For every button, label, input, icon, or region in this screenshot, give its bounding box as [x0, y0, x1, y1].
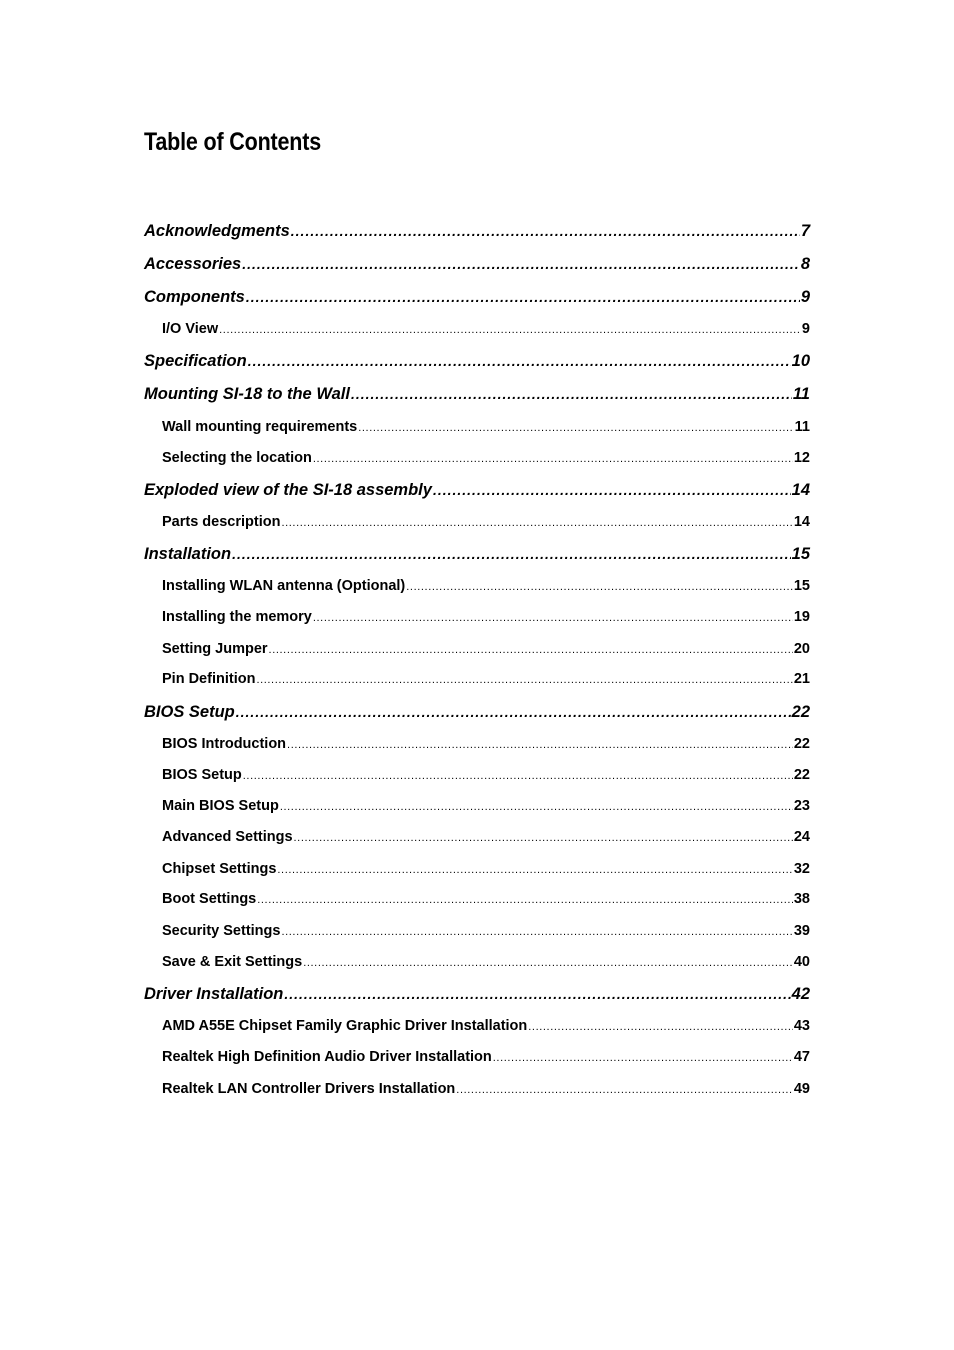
toc-entry-page: 12	[793, 450, 810, 466]
toc-entry-page: 11	[794, 419, 810, 435]
toc-entry-label: BIOS Setup	[144, 703, 235, 721]
toc-entry-label: Components	[144, 288, 245, 306]
dot-leader	[313, 453, 793, 465]
toc-entry-save-exit-settings[interactable]	[162, 954, 810, 970]
toc-entry-label: I/O View	[162, 321, 219, 337]
toc-entry-page: 9	[801, 321, 810, 337]
toc-entry-setting-jumper[interactable]	[162, 641, 810, 657]
toc-entry-label: Realtek LAN Controller Drivers Installation	[162, 1081, 456, 1097]
toc-entry-label: AMD A55E Chipset Family Graphic Driver Installation	[162, 1018, 528, 1034]
dot-leader	[256, 674, 792, 686]
toc-entry-page: 9	[800, 288, 810, 306]
toc-entry-chipset-settings[interactable]	[162, 861, 810, 877]
toc-entry-label: Exploded view of the SI-18 assembly	[144, 481, 432, 499]
dot-leader	[313, 612, 793, 624]
toc-entry-io-view[interactable]	[162, 321, 810, 337]
toc-entry-driver-installation[interactable]	[144, 985, 810, 1004]
toc-entry-selecting-location[interactable]	[162, 450, 810, 466]
dot-leader	[219, 324, 801, 336]
toc-entry-label: Main BIOS Setup	[162, 798, 279, 814]
dot-leader	[232, 546, 791, 562]
toc-entry-label: Acknowledgments	[144, 222, 290, 240]
dot-leader	[243, 770, 793, 782]
toc-entry-page: 32	[793, 861, 810, 877]
toc-entry-bios-setup[interactable]	[162, 767, 810, 783]
toc-entry-label: Realtek High Definition Audio Driver Installation	[162, 1049, 492, 1065]
toc-entry-label: Save & Exit Settings	[162, 954, 303, 970]
toc-entry-page: 7	[800, 222, 810, 240]
toc-entry-page: 8	[800, 255, 810, 273]
dot-leader	[280, 801, 793, 813]
toc-entry-label: Pin Definition	[162, 671, 256, 687]
toc-entry-amd-graphic-driver[interactable]	[162, 1018, 810, 1034]
toc-entry-page: 14	[791, 481, 810, 499]
dot-leader	[294, 832, 793, 844]
toc-entry-label: Security Settings	[162, 923, 281, 939]
toc-entry-label: BIOS Setup	[162, 767, 242, 783]
toc-entry-installing-memory[interactable]	[162, 609, 810, 625]
toc-entry-page: 10	[791, 352, 810, 370]
toc-entry-page: 11	[792, 385, 810, 403]
toc-entry-label: Boot Settings	[162, 891, 257, 907]
toc-entry-installing-wlan[interactable]	[162, 578, 810, 594]
toc-entry-bios-setup-chapter[interactable]	[144, 703, 810, 722]
toc-entry-acknowledgments[interactable]	[144, 222, 810, 241]
dot-leader	[269, 644, 793, 656]
toc-entry-boot-settings[interactable]	[162, 891, 810, 907]
toc-entry-mounting[interactable]	[144, 385, 810, 404]
toc-entry-security-settings[interactable]	[162, 923, 810, 939]
toc-entry-page: 40	[793, 954, 810, 970]
dot-leader	[257, 894, 793, 906]
dot-leader	[277, 864, 792, 876]
dot-leader	[242, 256, 800, 272]
dot-leader	[493, 1052, 793, 1064]
toc-entry-page: 22	[793, 767, 810, 783]
toc-entry-page: 15	[791, 545, 810, 563]
dot-leader	[248, 353, 791, 369]
toc-entry-label: Mounting SI-18 to the Wall	[144, 385, 350, 403]
toc-entry-label: Selecting the location	[162, 450, 312, 466]
toc-entry-page: 22	[791, 703, 810, 721]
dot-leader	[303, 957, 793, 969]
toc-entry-parts-description[interactable]	[162, 514, 810, 530]
dot-leader	[281, 517, 792, 529]
toc-entry-label: Chipset Settings	[162, 861, 277, 877]
dot-leader	[528, 1021, 793, 1033]
toc-entry-page: 15	[793, 578, 810, 594]
page-title: Table of Contents	[144, 128, 322, 156]
toc-entry-label: Setting Jumper	[162, 641, 268, 657]
dot-leader	[287, 739, 793, 751]
toc-entry-label: Accessories	[144, 255, 242, 273]
toc-entry-page: 42	[791, 985, 810, 1003]
toc-entry-label: Installing the memory	[162, 609, 312, 625]
toc-entry-label: Advanced Settings	[162, 829, 293, 845]
toc-entry-label: Installing WLAN antenna (Optional)	[162, 578, 406, 594]
toc-entry-exploded-view[interactable]	[144, 481, 810, 500]
toc-entry-page: 20	[793, 641, 810, 657]
dot-leader	[456, 1084, 793, 1096]
toc-entry-main-bios-setup[interactable]	[162, 798, 810, 814]
toc-entry-page: 38	[793, 891, 810, 907]
toc-entry-components[interactable]	[144, 288, 810, 307]
dot-leader	[358, 422, 793, 434]
toc-entry-label: Wall mounting requirements	[162, 419, 358, 435]
toc-entry-page: 22	[793, 736, 810, 752]
toc-entry-accessories[interactable]	[144, 255, 810, 274]
toc-entry-label: Specification	[144, 352, 247, 370]
toc-entry-page: 49	[793, 1081, 810, 1097]
toc-entry-pin-definition[interactable]	[162, 671, 810, 687]
toc-entry-page: 47	[793, 1049, 810, 1065]
toc-entry-page: 21	[793, 671, 810, 687]
toc-entry-page: 19	[793, 609, 810, 625]
toc-entry-advanced-settings[interactable]	[162, 829, 810, 845]
dot-leader	[284, 986, 790, 1002]
dot-leader	[291, 223, 800, 239]
toc-entry-label: Parts description	[162, 514, 281, 530]
toc-entry-realtek-lan-driver[interactable]	[162, 1081, 810, 1097]
toc-entry-installation[interactable]	[144, 545, 810, 564]
toc-entry-page: 23	[793, 798, 810, 814]
toc-entry-bios-introduction[interactable]	[162, 736, 810, 752]
dot-leader	[246, 289, 800, 305]
toc-entry-page: 39	[793, 923, 810, 939]
toc-entry-page: 14	[793, 514, 810, 530]
toc-entry-wall-mounting-requirements[interactable]	[162, 419, 810, 435]
dot-leader	[351, 386, 792, 402]
toc-entry-page: 24	[793, 829, 810, 845]
toc-entry-label: Driver Installation	[144, 985, 284, 1003]
toc-entry-label: Installation	[144, 545, 232, 563]
toc-entry-specification[interactable]	[144, 352, 810, 371]
toc-entry-label: BIOS Introduction	[162, 736, 287, 752]
toc-entry-realtek-audio-driver[interactable]	[162, 1049, 810, 1065]
dot-leader	[406, 581, 793, 593]
dot-leader	[281, 926, 792, 938]
toc-entry-page: 43	[793, 1018, 810, 1034]
dot-leader	[236, 704, 791, 720]
dot-leader	[433, 482, 791, 498]
